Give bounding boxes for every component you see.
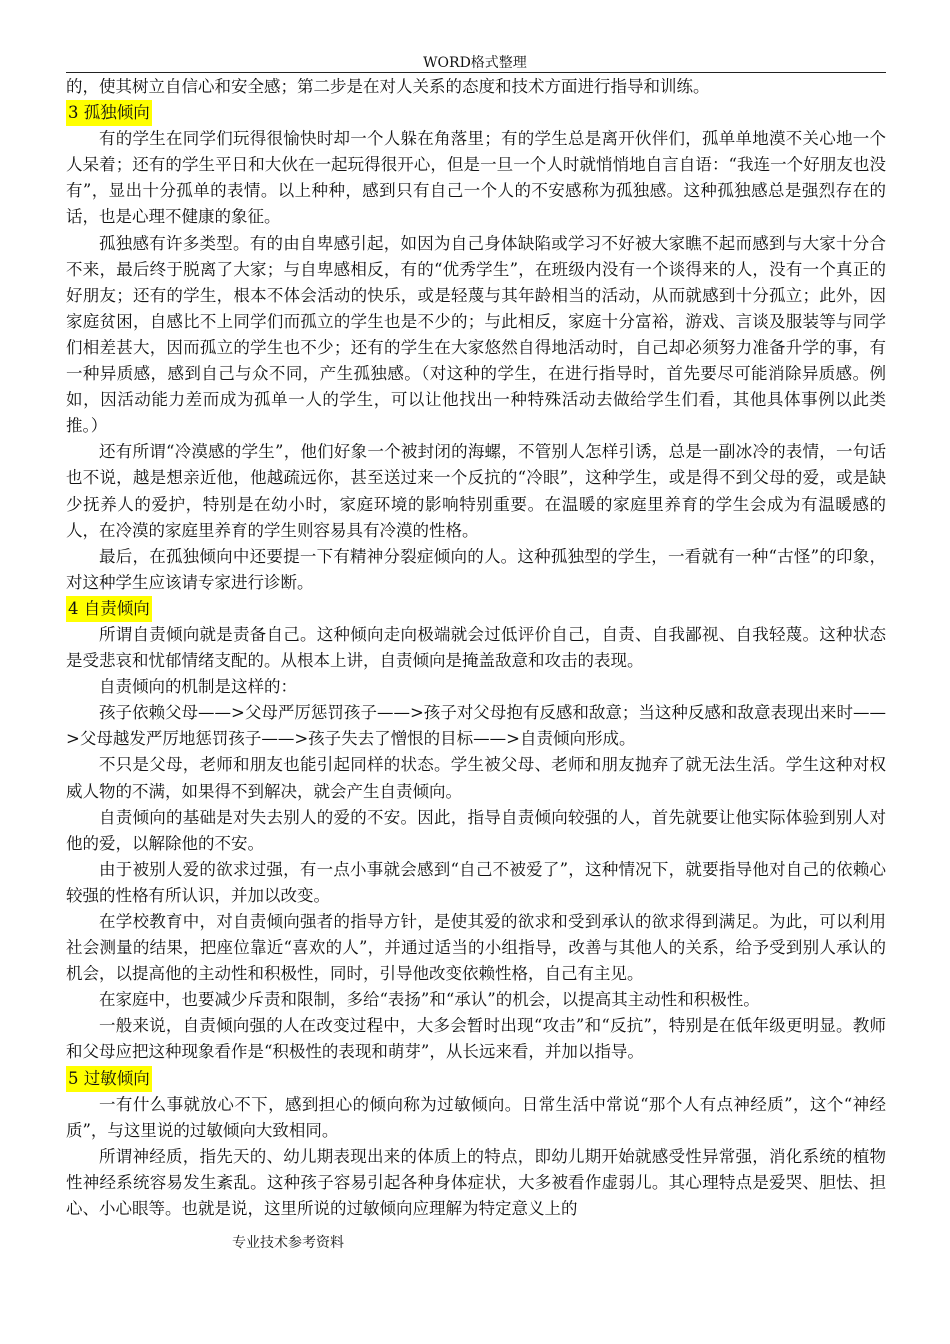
heading-5-text: 5 过敏倾向 bbox=[66, 1066, 152, 1092]
paragraph: 一有什么事就放心不下，感到担心的倾向称为过敏倾向。日常生活中常说“那个人有点神经质”，这个“神经质”，与这里说的过敏倾向大致相同。 bbox=[66, 1094, 886, 1140]
paragraph: 所谓神经质，指先天的、幼儿期表现出来的体质上的特点，即幼儿期开始就感受性异常强，消化系统的植物性神经系统容易发生紊乱。这种孩子容易引起各种身体症状，大多被看作虚弱儿。其心理特点是爱哭、胆怯、担心、小心眼等。也就是说，这里所说的过敏倾向应理解为特定意义上的 bbox=[66, 1146, 886, 1219]
section-heading-3 bbox=[66, 100, 886, 126]
header-divider bbox=[66, 72, 886, 73]
paragraph: 所谓自责倾向就是责备自己。这种倾向走向极端就会过低评价自己，自责、自我鄙视、自我轻蔑。这种状态是受悲哀和忧郁情绪支配的。从根本上讲，自责倾向是掩盖敌意和攻击的表现。 bbox=[66, 624, 886, 671]
document-body bbox=[66, 74, 886, 1222]
paragraph: 由于被别人爱的欲求过强，有一点小事就会感到“自己不被爱了”，这种情况下，就要指导他对自己的依赖心较强的性格有所认识，并加以改变。 bbox=[66, 859, 886, 905]
paragraph: 不只是父母，老师和朋友也能引起同样的状态。学生被父母、老师和朋友抛弃了就无法生活。学生这种对权威人物的不满，如果得不到解决，就会产生自责倾向。 bbox=[66, 755, 886, 801]
paragraph: 在学校教育中，对自责倾向强者的指导方针，是使其爱的欲求和受到承认的欲求得到满足。为此，可以利用社会测量的结果，把座位靠近“喜欢的人”，并通过适当的小组指导，改善与其他人的关系，给予受到别人承认的机会，以提高他的主动性和积极性，同时，引导他改变依赖性格，自己有主见。 bbox=[66, 912, 886, 984]
heading-3-text: 3 孤独倾向 bbox=[66, 100, 152, 126]
paragraph: 还有所谓“冷漠感的学生”，他们好象一个被封闭的海螺，不管别人怎样引诱，总是一副冰冷的表情，一句话也不说，越是想亲近他，他越疏远你，甚至送过来一个反抗的“冷眼”，这种学生，或是得不到父母的爱，或是缺少抚养人的爱护，特别是在幼小时，家庭环境的影响特别重要。在温暖的家庭里养育的学生会成为有温暖感的人，在冷漠的家庭里养育的学生则容易具有冷漠的性格。 bbox=[66, 442, 886, 540]
paragraph: 一般来说，自责倾向强的人在改变过程中，大多会暂时出现“攻击”和“反抗”，特别是在低年级更明显。教师和父母应把这种现象看作是“积极性的表现和萌芽”，从长远来看，并加以指导。 bbox=[66, 1016, 886, 1062]
paragraph-continued: 的，使其树立自信心和安全感；第二步是在对人关系的态度和技术方面进行指导和训练。 bbox=[66, 77, 710, 96]
page-header: WORD格式整理 bbox=[423, 55, 527, 71]
paragraph: 自责倾向的基础是对失去别人的爱的不安。因此，指导自责倾向较强的人，首先就要让他实际体验到别人对他的爱，以解除他的不安。 bbox=[66, 807, 886, 853]
paragraph: 孤独感有许多类型。有的由自卑感引起，如因为自己身体缺陷或学习不好被大家瞧不起而感到与大家十分合不来，最后终于脱离了大家；与自卑感相反，有的“优秀学生”，在班级内没有一个谈得来的人，没有一个真正的好朋友；还有的学生，根本不体会活动的快乐，或是轻蔑与其年龄相当的活动，从而就感到十分孤立；此外，因家庭贫困，自感比不上同学们而孤立的学生也是不少的；与此相反，家庭十分富裕，游戏、言谈及服装等与同学们相差甚大，因而孤立的学生也不少；还有的学生在大家悠然自得地活动时，自己却必须努力准备升学的事，有一种异质感，感到自己与众不同，产生孤独感。（对这种的学生，在进行指导时，首先要尽可能消除异质感。例如，因活动能力差而成为孤单一人的学生，可以让他找出一种特殊活动去做给学生们看，其他具体事例以此类推。） bbox=[66, 233, 886, 436]
paragraph: 在家庭中，也要减少斥责和限制，多给“表扬”和“承认”的机会，以提高其主动性和积极性。 bbox=[99, 990, 760, 1010]
section-heading-5 bbox=[66, 1066, 886, 1092]
paragraph: 有的学生在同学们玩得很愉快时却一个人躲在角落里；有的学生总是离开伙伴们，孤单单地漠不关心地一个人呆着；还有的学生平日和大伙在一起玩得很开心，但是一旦一个人时就悄悄地自言自语：“我连一个好朋友也没有”，显出十分孤单的表情。以上种种，感到只有自己一个人的不安感称为孤独感。这种孤独感总是强烈存在的话，也是心理不健康的象征。 bbox=[66, 129, 886, 227]
paragraph: 孩子依赖父母——>父母严厉惩罚孩子——>孩子对父母抱有反感和敌意；当这种反感和敌意表现出来时——>父母越发严厉地惩罚孩子——>孩子失去了憎恨的目标——>自责倾向形成。 bbox=[66, 703, 886, 749]
heading-4-text: 4 自责倾向 bbox=[66, 596, 152, 622]
paragraph: 自责倾向的机制是这样的： bbox=[99, 677, 297, 697]
page-footer: 专业技术参考资料 bbox=[232, 1235, 344, 1251]
paragraph: 最后，在孤独倾向中还要提一下有精神分裂症倾向的人。这种孤独型的学生，一看就有一种“古怪”的印象，对这种学生应该请专家进行诊断。 bbox=[66, 546, 886, 592]
section-heading-4 bbox=[66, 596, 886, 622]
